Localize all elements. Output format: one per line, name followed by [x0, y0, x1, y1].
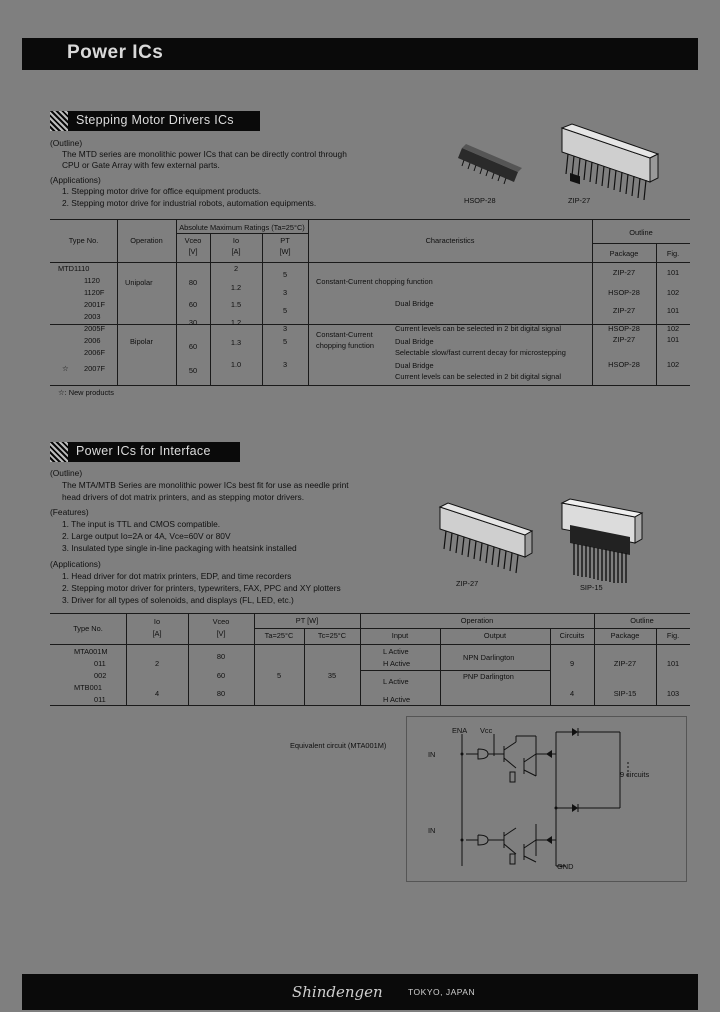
page-title: Power ICs: [67, 42, 164, 63]
application-item: 2. Stepping motor driver for printers, typewriters, FAX, PPC and XY plotters: [62, 583, 341, 593]
circuits-value: 4: [569, 689, 575, 698]
io-value: 1.2: [230, 318, 242, 327]
vceo-value: 80: [216, 652, 226, 661]
header-type-no: Type No.: [73, 624, 103, 633]
header-pt: PT [W]: [295, 616, 319, 625]
fig-value: 101: [666, 335, 680, 344]
table-row-type: 011: [94, 659, 106, 668]
zip27-package: [562, 124, 658, 200]
package-value: HSOP-28: [608, 360, 640, 369]
sip15-label: SIP-15: [580, 583, 603, 592]
circuit-caption: Equivalent circuit (MTA001M): [290, 741, 387, 750]
table-col-rule: [254, 613, 255, 705]
feature-item: 2. Large output Io=2A or 4A, Vce=60V or 80V: [62, 531, 231, 541]
input-value: H Active: [383, 659, 411, 668]
fig-value: 102: [666, 324, 680, 333]
package-drawings-2: [430, 495, 680, 585]
header-vceo-unit: [V]: [188, 247, 198, 256]
package-value: SIP-15: [613, 689, 637, 698]
package-value: ZIP-27: [612, 268, 636, 277]
header-vceo: Vceo: [212, 617, 230, 626]
header-characteristics: Characteristics: [425, 236, 475, 245]
outline-line: head drivers of dot matrix printers, and as stepping motor drivers.: [62, 492, 305, 502]
header-fig: Fig.: [666, 249, 680, 258]
header-output: Output: [483, 631, 507, 640]
output-value: PNP Darlington: [463, 672, 514, 681]
new-product-mark: ☆: [62, 364, 69, 373]
vceo-value: 30: [188, 318, 198, 327]
header-outline: Outline: [629, 228, 653, 237]
io-value: 4: [154, 689, 160, 698]
operation-bipolar: Bipolar: [130, 337, 154, 346]
header-vceo: Vceo: [184, 236, 202, 245]
company-location: TOKYO, JAPAN: [408, 987, 476, 997]
io-value: 1.5: [230, 300, 242, 309]
equivalent-circuit-diagram: [406, 716, 690, 884]
vceo-value: 60: [216, 671, 226, 680]
package-value: ZIP-27: [612, 335, 636, 344]
header-pt: PT: [280, 236, 290, 245]
table-rule: [360, 670, 550, 671]
table-rule: [50, 705, 690, 706]
header-fig: Fig.: [666, 631, 680, 640]
package-value: HSOP-28: [608, 288, 640, 297]
header-circuits: Circuits: [559, 631, 585, 640]
package-value: ZIP-27: [612, 306, 636, 315]
table-row-type: 002: [94, 671, 107, 680]
characteristic-text: Dual Bridge: [395, 361, 434, 370]
characteristic-text: Dual Bridge: [395, 337, 434, 346]
pt-tc-value: 35: [327, 671, 337, 680]
hsop28-package: [458, 144, 522, 184]
circuit-label-gnd: GND: [557, 862, 574, 871]
table-row-type: 2001F: [84, 300, 105, 309]
heading-pattern: [50, 111, 68, 131]
application-item: 2. Stepping motor drive for industrial robots, automation equipments.: [62, 198, 317, 208]
header-vceo-unit: [V]: [216, 629, 226, 638]
company-logo: Shindengen: [292, 983, 383, 1001]
table-row-type: 2006: [84, 336, 101, 345]
input-value: H Active: [383, 695, 411, 704]
header-pt-unit: [W]: [279, 247, 291, 256]
characteristic-text: Constant-Current: [316, 330, 373, 339]
vceo-value: 60: [188, 300, 198, 309]
header-type-no: Type No.: [68, 236, 99, 245]
characteristic-text: Current levels can be selected in 2 bit digital signal: [395, 372, 561, 381]
io-value: 1.0: [230, 360, 242, 369]
input-value: L Active: [383, 677, 409, 686]
pt-value: 5: [282, 306, 288, 315]
hsop28-label: HSOP-28: [464, 196, 496, 205]
circuit-label-vcc: Vcc: [480, 726, 493, 735]
fig-value: 102: [666, 288, 680, 297]
applications-label: (Applications): [50, 559, 101, 569]
header-package: Package: [609, 249, 639, 258]
circuit-label-in: IN: [428, 826, 436, 835]
features-label: (Features): [50, 507, 89, 517]
table-row-type: MTD1110: [58, 264, 90, 273]
circuit-label-ena: ENA: [452, 726, 468, 735]
package-value: HSOP-28: [608, 324, 640, 333]
header-operation: Operation: [460, 616, 494, 625]
section-heading-stepping: [50, 111, 260, 131]
outline-line: CPU or Gate Array with few external parts.: [62, 160, 220, 170]
header-package: Package: [610, 631, 640, 640]
characteristic-text: Dual Bridge: [395, 299, 434, 308]
characteristic-text: Current levels can be selected in 2 bit digital signal: [395, 324, 561, 333]
outline-label: (Outline): [50, 138, 83, 148]
header-io-unit: [A]: [152, 629, 162, 638]
output-value: NPN Darlington: [463, 653, 515, 662]
zip27-package: [440, 503, 532, 573]
header-io: Io: [232, 236, 240, 245]
table-row-type: 2005F: [84, 324, 105, 333]
table-row-type: 1120: [84, 276, 100, 285]
outline-line: The MTA/MTB Series are monolithic power ICs best fit for use as needle print: [62, 480, 349, 490]
circuit-label-count: 9 circuits: [620, 770, 650, 779]
fig-value: 102: [666, 360, 680, 369]
characteristic-text: Constant-Current chopping function: [316, 277, 433, 286]
header-outline: Outline: [630, 616, 654, 625]
pt-value: 3: [282, 360, 288, 369]
zip27-label: ZIP-27: [456, 579, 479, 588]
header-ratings: Absolute Maximum Ratings (Ta=25°C): [179, 223, 305, 232]
package-value: ZIP-27: [613, 659, 637, 668]
pt-value: 3: [282, 324, 288, 333]
io-value: 1.2: [230, 283, 242, 292]
header-operation: Operation: [130, 236, 163, 245]
table-row-type: 1120F: [84, 288, 105, 297]
table-rule: [50, 262, 690, 263]
vceo-value: 80: [216, 689, 226, 698]
sip15-package: [562, 499, 642, 583]
vceo-value: 80: [188, 278, 198, 287]
table-row-type: 2003: [84, 312, 101, 321]
outline-line: The MTD series are monolithic power ICs that can be directly control through: [62, 149, 347, 159]
feature-item: 1. The input is TTL and CMOS compatible.: [62, 519, 221, 529]
table-row-type: 2007F: [84, 364, 105, 373]
header-tc: Tc=25°C: [317, 631, 347, 640]
heading-pattern: [50, 442, 68, 462]
header-input: Input: [391, 631, 409, 640]
characteristic-text: Selectable slow/fast current decay for microstepping: [395, 348, 566, 357]
vceo-value: 60: [188, 342, 198, 351]
fig-value: 101: [666, 268, 680, 277]
application-item: 3. Driver for all types of solenoids, and displays (FL, LED, etc.): [62, 595, 294, 605]
table-rule: [176, 233, 308, 234]
zip27-label: ZIP-27: [568, 196, 591, 205]
header-io-unit: [A]: [231, 247, 241, 256]
table-rule: [50, 385, 690, 386]
table-rule: [254, 628, 690, 629]
header-ta: Ta=25°C: [264, 631, 294, 640]
pt-ta-value: 5: [276, 671, 282, 680]
pt-value: 5: [282, 337, 288, 346]
section-heading-text: Stepping Motor Drivers ICs: [76, 113, 234, 127]
table-rule: [50, 219, 690, 220]
pt-value: 3: [282, 288, 288, 297]
applications-label: (Applications): [50, 175, 101, 185]
table-col-rule: [360, 613, 361, 705]
table-row-type: 2006F: [84, 348, 105, 357]
page-title-bar: [22, 38, 698, 70]
section-heading-interface: [50, 442, 240, 462]
new-products-note: ☆: New products: [58, 388, 114, 397]
circuit-label-in: IN: [428, 750, 436, 759]
io-value: 1.3: [230, 338, 242, 347]
table-row-type: MTB001: [74, 683, 102, 692]
fig-value: 103: [666, 689, 680, 698]
table-rule: [592, 243, 690, 244]
outline-label: (Outline): [50, 468, 83, 478]
io-value: 2: [233, 264, 239, 273]
fig-value: 101: [666, 659, 680, 668]
io-value: 2: [154, 659, 160, 668]
section-heading-text: Power ICs for Interface: [76, 444, 211, 458]
table-row-type: MTA001M: [74, 647, 108, 656]
footer-bar: [22, 974, 698, 1010]
pt-value: 5: [282, 270, 288, 279]
application-item: 1. Head driver for dot matrix printers, EDP, and time recorders: [62, 571, 292, 581]
vceo-value: 50: [188, 366, 198, 375]
characteristic-text: chopping function: [316, 341, 374, 350]
header-io: Io: [153, 617, 161, 626]
input-value: L Active: [383, 647, 409, 656]
circuits-value: 9: [569, 659, 575, 668]
application-item: 1. Stepping motor drive for office equipment products.: [62, 186, 262, 196]
operation-unipolar: Unipolar: [125, 278, 153, 287]
feature-item: 3. Insulated type single in-line packaging with heatsink installed: [62, 543, 297, 553]
fig-value: 101: [666, 306, 680, 315]
table-row-type: 011: [94, 695, 106, 704]
